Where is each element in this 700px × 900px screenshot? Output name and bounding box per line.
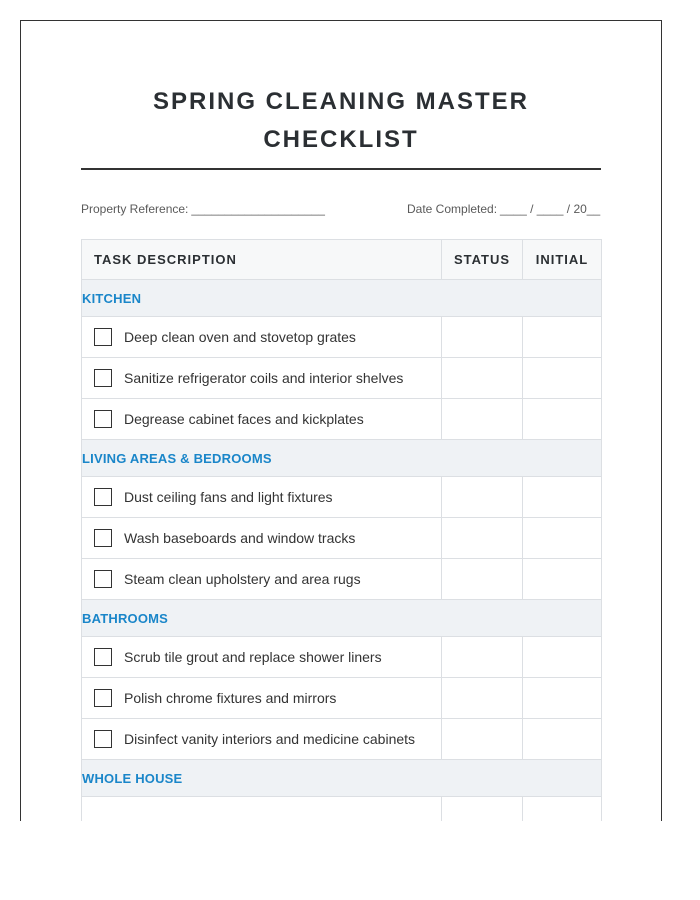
date-completed-label: Date Completed: [407, 202, 498, 216]
status-cell[interactable] [442, 358, 523, 399]
task-label: Degrease cabinet faces and kickplates [124, 411, 364, 427]
table-row [82, 399, 602, 440]
initial-cell[interactable] [523, 518, 602, 559]
initial-cell[interactable] [523, 317, 602, 358]
status-cell[interactable] [442, 797, 523, 822]
task-checkbox[interactable] [94, 369, 112, 387]
section-row-whole-house [82, 760, 602, 797]
initial-cell[interactable] [523, 559, 602, 600]
task-cell [82, 637, 441, 677]
section-row-living-areas-bedrooms [82, 440, 602, 477]
initial-cell[interactable] [523, 719, 602, 760]
property-reference-label: Property Reference: [81, 202, 189, 216]
status-header: STATUS [442, 240, 523, 280]
task-label: Steam clean upholstery and area rugs [124, 571, 361, 587]
section-title: WHOLE HOUSE [82, 760, 602, 797]
status-cell[interactable] [442, 477, 523, 518]
task-label: Scrub tile grout and replace shower liners [124, 649, 382, 665]
property-reference-field [81, 202, 325, 216]
table-row [82, 358, 602, 399]
page-title: SPRING CLEANING MASTER CHECKLIST [152, 88, 529, 153]
task-label: Deep clean oven and stovetop grates [124, 329, 356, 345]
task-checkbox[interactable] [94, 570, 112, 588]
section-title: LIVING AREAS & BEDROOMS [82, 440, 602, 477]
status-cell[interactable] [442, 719, 523, 760]
status-cell[interactable] [442, 317, 523, 358]
table-row [82, 518, 602, 559]
task-cell [82, 559, 441, 599]
task-cell [82, 797, 442, 822]
status-cell[interactable] [442, 559, 523, 600]
task-checkbox[interactable] [94, 730, 112, 748]
task-description-header: TASK DESCRIPTION [82, 240, 442, 280]
task-checkbox[interactable] [94, 648, 112, 666]
date-completed-blank[interactable]: ____ / ____ / 20__ [500, 202, 601, 216]
initial-cell[interactable] [523, 637, 602, 678]
initial-cell[interactable] [523, 797, 602, 822]
property-reference-blank[interactable]: ____________________ [191, 202, 325, 216]
section-row-bathrooms [82, 600, 602, 637]
table-header-row [82, 240, 602, 280]
task-label: Polish chrome fixtures and mirrors [124, 690, 337, 706]
task-label: Dust ceiling fans and light fixtures [124, 489, 333, 505]
task-cell [82, 719, 441, 759]
table-row [82, 317, 602, 358]
table-row [82, 477, 602, 518]
task-label: Disinfect vanity interiors and medicine cabinets [124, 731, 416, 747]
section-title: KITCHEN [82, 280, 602, 317]
status-cell[interactable] [442, 399, 523, 440]
initial-cell[interactable] [523, 678, 602, 719]
checklist-table [81, 239, 602, 821]
table-row [82, 559, 602, 600]
task-checkbox[interactable] [94, 410, 112, 428]
initial-header: INITIAL [523, 240, 602, 280]
task-checkbox[interactable] [94, 529, 112, 547]
table-row [82, 637, 602, 678]
task-label: Sanitize refrigerator coils and interior shelves [124, 370, 404, 386]
table-row [82, 678, 602, 719]
task-checkbox[interactable] [94, 488, 112, 506]
task-label: Wash baseboards and window tracks [124, 530, 356, 546]
task-cell [82, 317, 441, 357]
task-cell [82, 477, 441, 517]
task-cell [82, 399, 441, 439]
task-checkbox[interactable] [94, 328, 112, 346]
status-cell[interactable] [442, 637, 523, 678]
table-row [82, 719, 602, 760]
task-cell [82, 678, 441, 718]
table-row [82, 797, 602, 822]
status-cell[interactable] [442, 678, 523, 719]
checklist-page [20, 20, 662, 821]
date-completed-field [407, 202, 600, 216]
initial-cell[interactable] [523, 358, 602, 399]
task-checkbox[interactable] [94, 689, 112, 707]
initial-cell[interactable] [523, 477, 602, 518]
status-cell[interactable] [442, 518, 523, 559]
task-cell [82, 518, 441, 558]
title-divider [81, 168, 601, 170]
task-cell [82, 358, 441, 398]
section-row-kitchen [82, 280, 602, 317]
initial-cell[interactable] [523, 399, 602, 440]
section-title: BATHROOMS [82, 600, 602, 637]
